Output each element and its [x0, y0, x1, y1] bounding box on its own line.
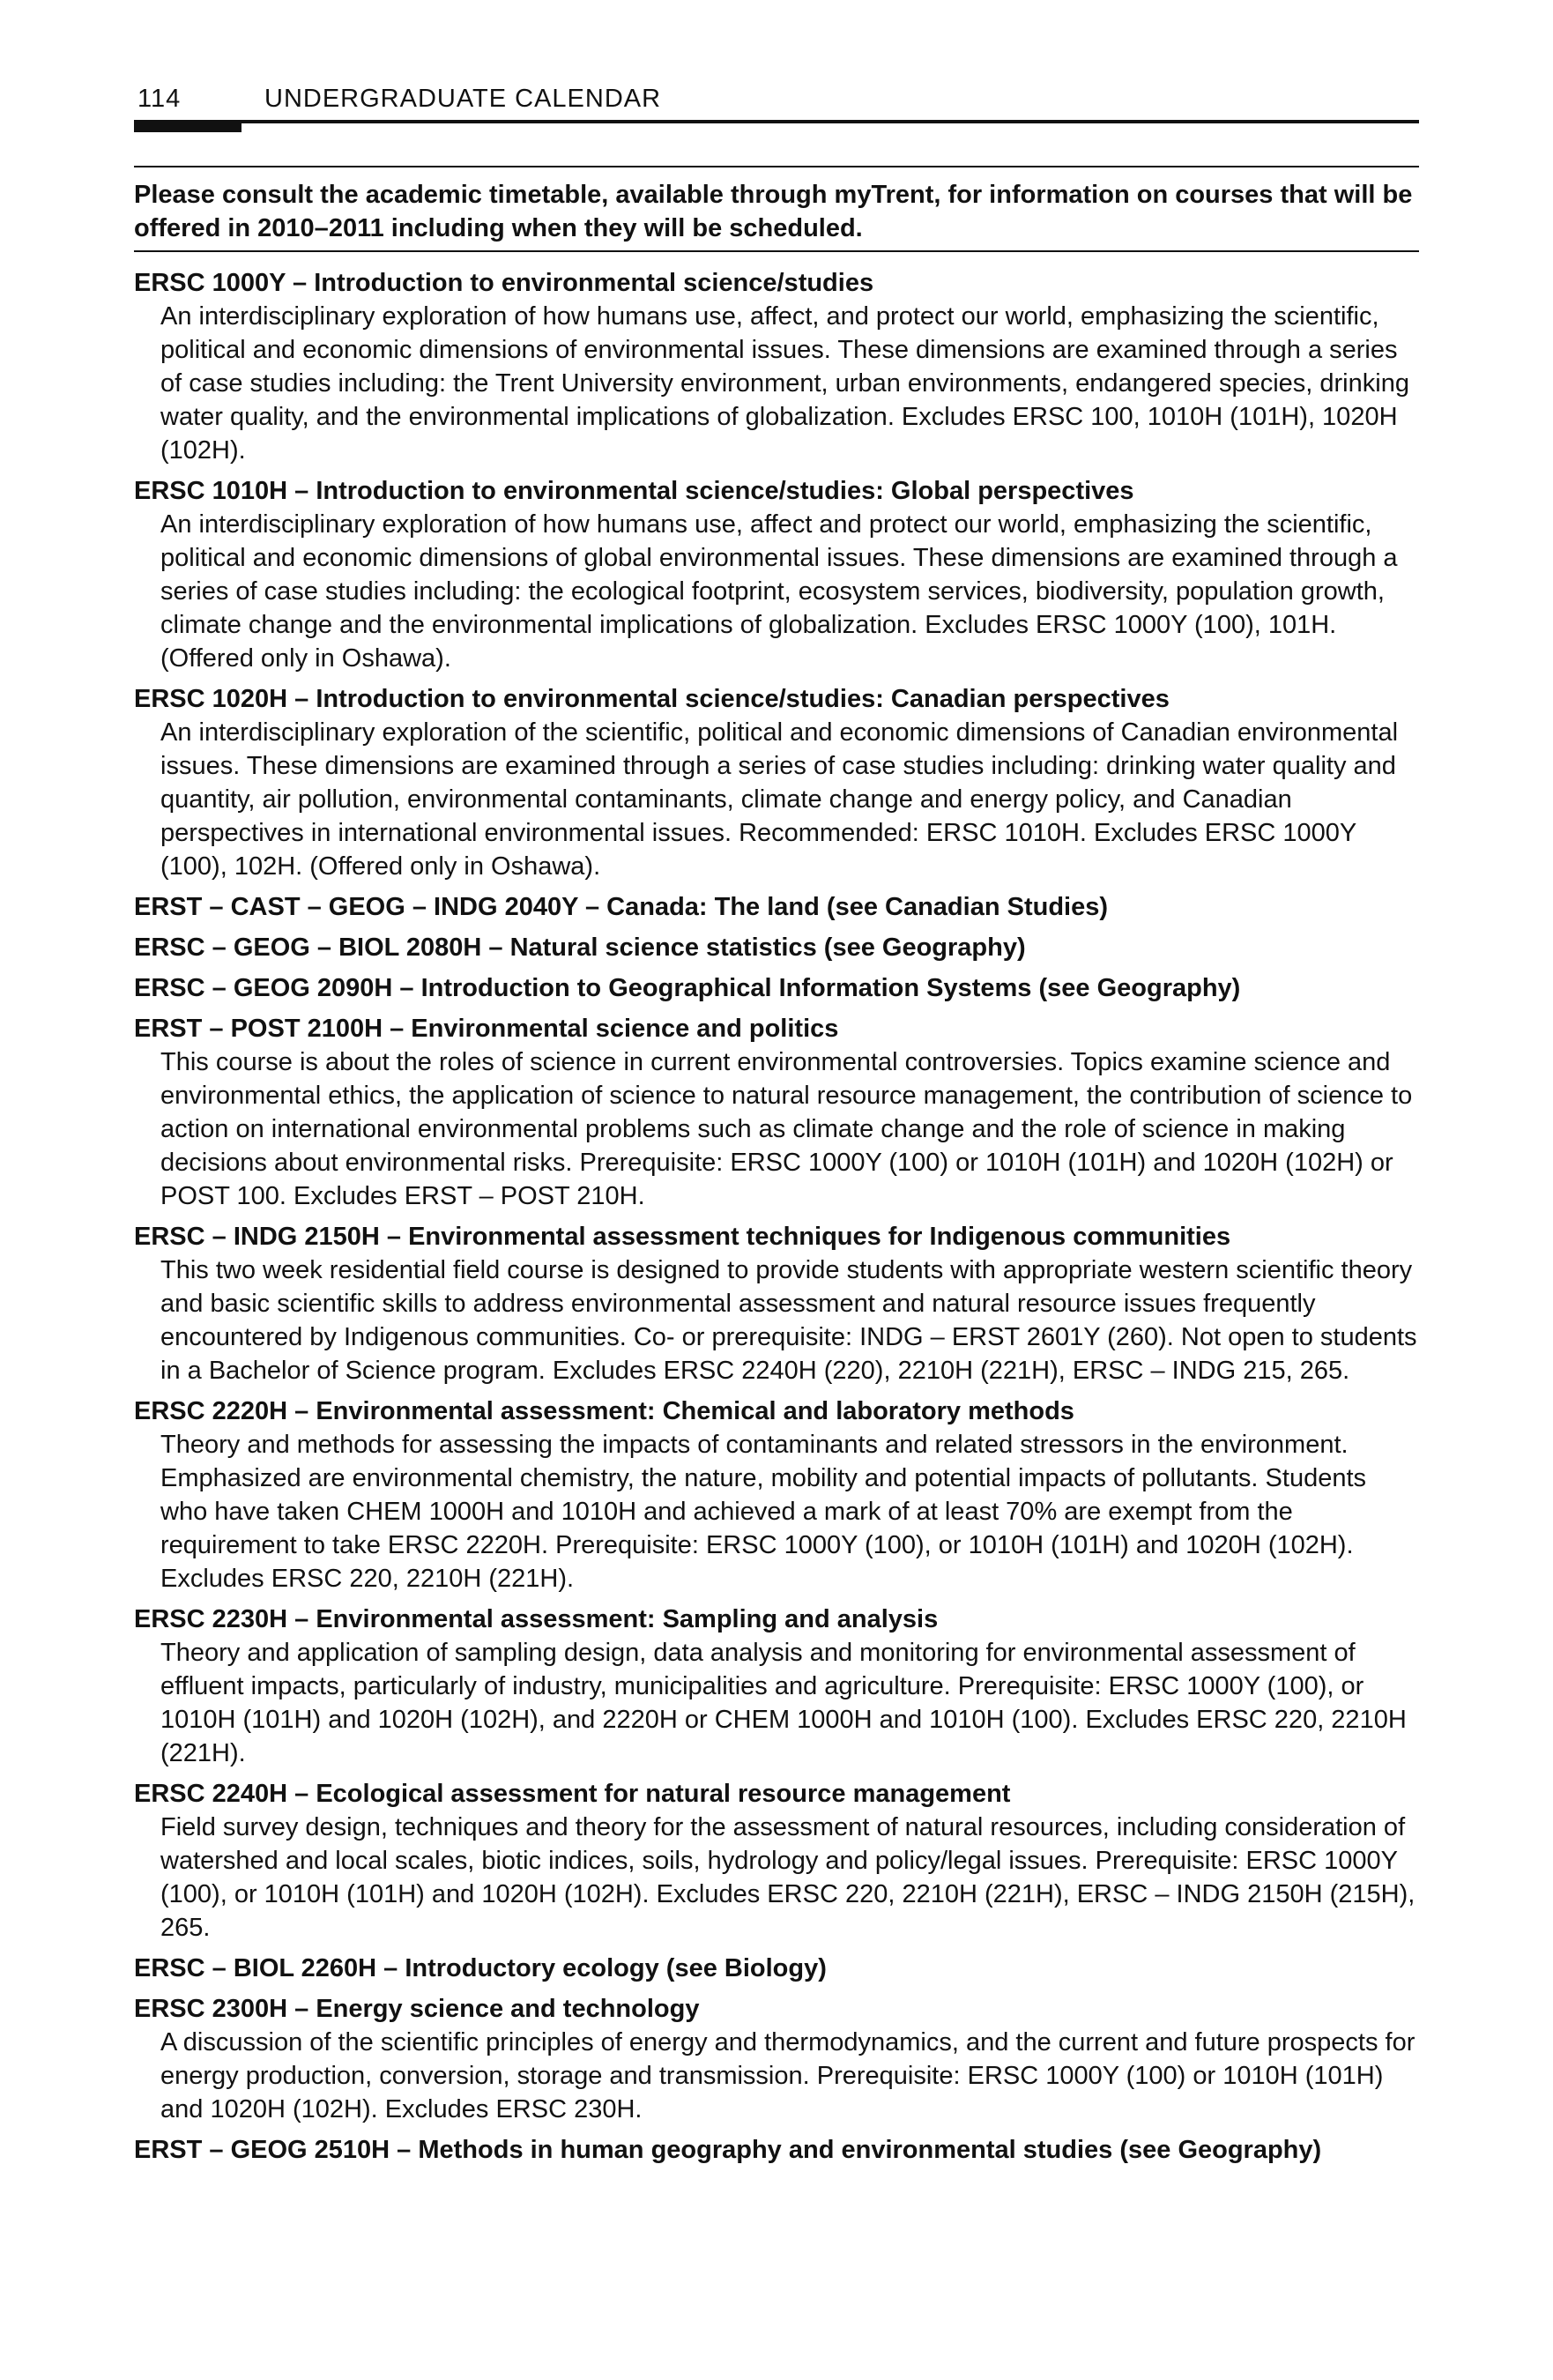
- course-title: ERSC – GEOG – BIOL 2080H – Natural science statistics (see Geography): [134, 933, 1026, 962]
- course-description: This two week residential field course is designed to provide students with appropriate western scientific theory and basic scientific skills to address environmental assessment and natural resource issues frequently encountered by Indigenous communities. Co- or prerequisite: INDG – ERST 2601Y (260). Not open to students in a Bachelor of Science program. Excludes ERSC 2240H (220), 2210H (221H), ERSC – INDG 215, 265.: [160, 1256, 1417, 1385]
- course-entry: [134, 1777, 1419, 1945]
- course-description: Theory and application of sampling design, data analysis and monitoring for environmental assessment of effluent impacts, particularly of industry, municipalities and agriculture. Prerequisite: ERSC 1000Y (100), or 1010H (101H) and 1020H (102H), and 2220H or CHEM 1000H and 1010H (100). Excludes ERSC 220, 2210H (221H).: [160, 1639, 1407, 1767]
- course-entry: [134, 931, 1419, 964]
- calendar-page: [134, 81, 1419, 2174]
- course-list: [134, 266, 1419, 2167]
- page-number: 114: [137, 85, 182, 113]
- course-description: A discussion of the scientific principles of energy and thermodynamics, and the current and future prospects for energy production, conversion, storage and transmission. Prerequisite: ERSC 1000Y (100) or 1010H (101H) and 1020H (102H). Excludes ERSC 230H.: [160, 2028, 1416, 2123]
- course-entry: [134, 1220, 1419, 1387]
- course-entry: [134, 682, 1419, 883]
- timetable-notice: Please consult the academic timetable, available through myTrent, for information on courses that will be offered in 2010–2011 including when they will be scheduled.: [134, 166, 1419, 252]
- course-title: ERSC 2220H – Environmental assessment: Chemical and laboratory methods: [134, 1397, 1074, 1425]
- course-title: ERST – CAST – GEOG – INDG 2040Y – Canada: The land (see Canadian Studies): [134, 893, 1109, 921]
- course-description: An interdisciplinary exploration of how humans use, affect, and protect our world, emphasizing the scientific, political and economic dimensions of environmental issues. These dimensions are examined through a series of case studies including: the Trent University environment, urban environments, endangered species, drinking water quality, and the environmental implications of globalization. Excludes ERSC 100, 1010H (101H), 1020H (102H).: [160, 302, 1409, 465]
- page-header: [134, 81, 1419, 134]
- course-title: ERSC 1000Y – Introduction to environmental science/studies: [134, 269, 874, 297]
- header-rule: [134, 120, 1419, 123]
- course-description: Field survey design, techniques and theory for the assessment of natural resources, including consideration of watershed and local scales, biotic indices, soils, hydrology and policy/legal issues. Prerequisite: ERSC 1000Y (100), or 1010H (101H) and 1020H (102H). Excludes ERSC 220, 2210H (221H), ERSC – INDG 2150H (215H), 265.: [160, 1813, 1416, 1942]
- running-head: UNDERGRADUATE CALENDAR: [264, 85, 662, 113]
- course-entry: [134, 1952, 1419, 1985]
- course-entry: [134, 1603, 1419, 1770]
- course-description: Theory and methods for assessing the impacts of contaminants and related stressors in the environment. Emphasized are environmental chemistry, the nature, mobility and potential impacts of pollutants. Students who have taken CHEM 1000H and 1010H and achieved a mark of at least 70% are exempt from the requirement to take ERSC 2220H. Prerequisite: ERSC 1000Y (100), or 1010H (101H) and 1020H (102H). Excludes ERSC 220, 2210H (221H).: [160, 1431, 1367, 1593]
- course-title: ERST – GEOG 2510H – Methods in human geography and environmental studies (see Geography): [134, 2136, 1322, 2164]
- course-title: ERSC – BIOL 2260H – Introductory ecology (see Biology): [134, 1954, 827, 1982]
- course-entry: [134, 266, 1419, 467]
- course-entry: [134, 971, 1419, 1005]
- course-description: This course is about the roles of science in current environmental controversies. Topics examine science and environmental ethics, the application of science to natural resource management, the contribution of science to action on international environmental problems such as climate change and the role of science in making decisions about environmental risks. Prerequisite: ERSC 1000Y (100) or 1010H (101H) and 1020H (102H) or POST 100. Excludes ERST – POST 210H.: [160, 1048, 1413, 1210]
- course-title: ERSC 2240H – Ecological assessment for natural resource management: [134, 1780, 1011, 1808]
- course-title: ERSC 2230H – Environmental assessment: Sampling and analysis: [134, 1605, 939, 1633]
- course-description: An interdisciplinary exploration of the scientific, political and economic dimensions of Canadian environmental issues. These dimensions are examined through a series of case studies including: drinking water quality and quantity, air pollution, environmental contaminants, climate change and energy policy, and Canadian perspectives in international environmental issues. Recommended: ERSC 1010H. Excludes ERSC 1000Y (100), 102H. (Offered only in Oshawa).: [160, 718, 1399, 881]
- course-title: ERSC 2300H – Energy science and technology: [134, 1995, 700, 2023]
- header-tab-bar: [134, 120, 241, 132]
- course-title: ERSC 1010H – Introduction to environmental science/studies: Global perspectives: [134, 477, 1134, 505]
- course-title: ERSC – GEOG 2090H – Introduction to Geographical Information Systems (see Geography): [134, 974, 1241, 1002]
- course-description: An interdisciplinary exploration of how humans use, affect and protect our world, emphasizing the scientific, political and economic dimensions of global environmental issues. These dimensions are examined through a series of case studies including: the ecological footprint, ecosystem services, biodiversity, population growth, climate change and the environmental implications of globalization. Excludes ERSC 1000Y (100), 101H. (Offered only in Oshawa).: [160, 510, 1398, 673]
- course-entry: [134, 1395, 1419, 1595]
- course-entry: [134, 890, 1419, 924]
- course-title: ERSC 1020H – Introduction to environmental science/studies: Canadian perspectives: [134, 685, 1170, 713]
- course-entry: [134, 474, 1419, 675]
- course-entry: [134, 2133, 1419, 2167]
- course-title: ERSC – INDG 2150H – Environmental assessment techniques for Indigenous communities: [134, 1223, 1231, 1251]
- course-entry: [134, 1992, 1419, 2126]
- course-title: ERST – POST 2100H – Environmental science and politics: [134, 1015, 839, 1043]
- course-entry: [134, 1012, 1419, 1213]
